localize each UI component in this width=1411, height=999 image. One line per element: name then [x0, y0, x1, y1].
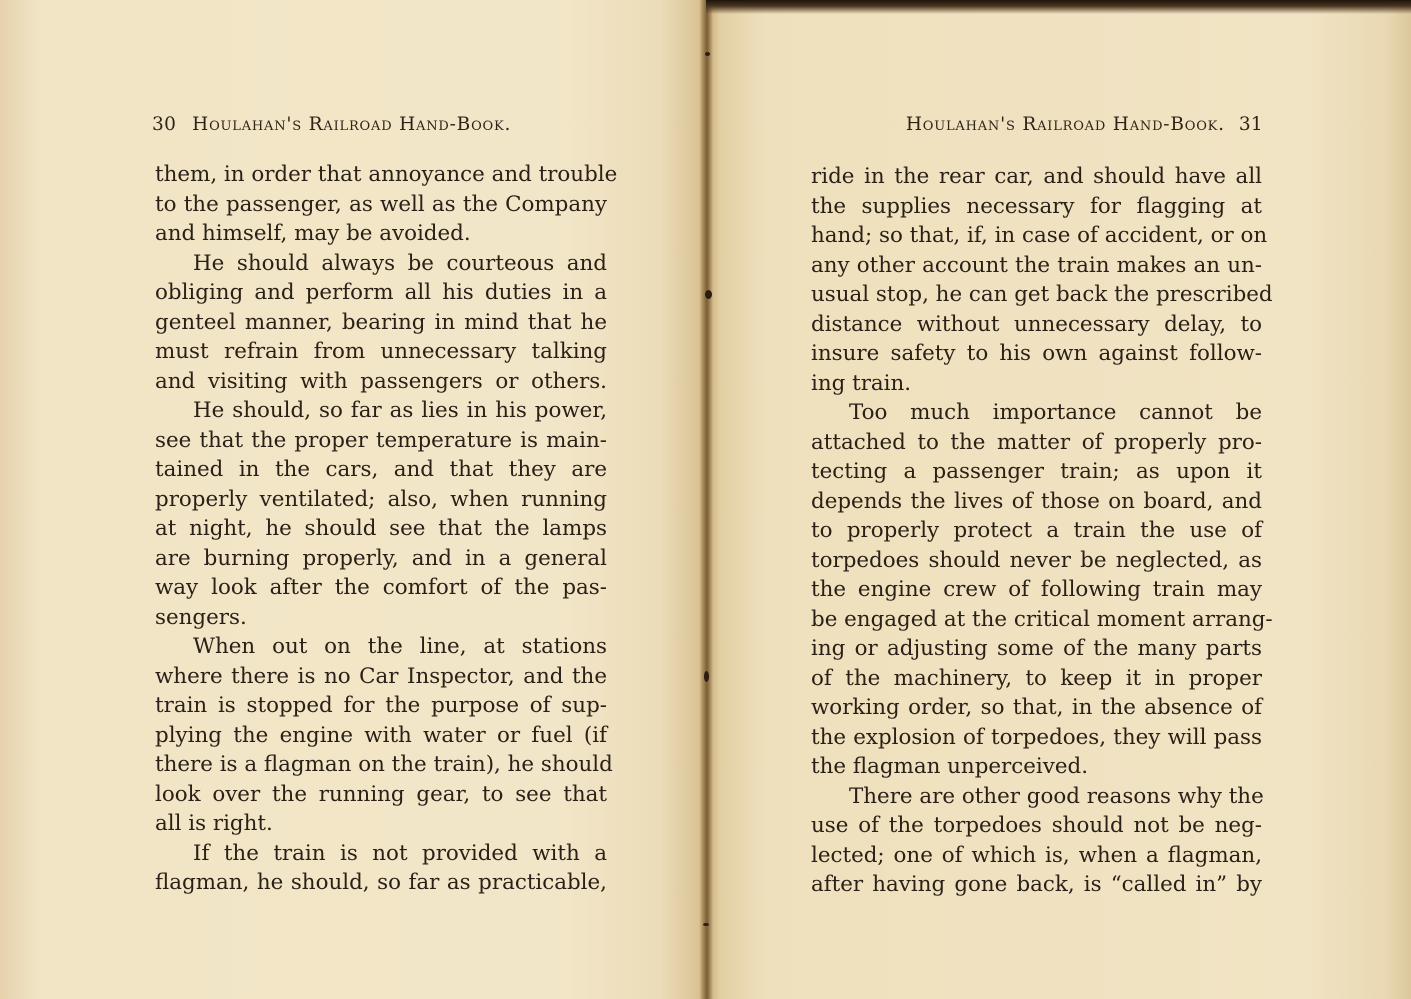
text-line: to the passenger, as well as the Company: [155, 191, 607, 217]
text-line: There are other good reasons why the: [849, 783, 1264, 809]
text-line: of the machinery, to keep it in proper: [811, 665, 1262, 691]
left-body-text: [155, 160, 618, 898]
page-top-shadow: [706, 0, 1411, 14]
left-running-title: Houlahan's Railroad Hand-Book.: [192, 114, 512, 135]
text-line: train is stopped for the purpose of sup-: [155, 693, 607, 718]
binding-thread-mark: [705, 290, 712, 299]
text-line: genteel manner, bearing in mind that he: [155, 309, 607, 335]
text-line: obliging and perform all his duties in a: [155, 280, 607, 305]
text-line: ing train.: [811, 370, 912, 396]
text-line: any other account the train makes an un-: [811, 252, 1262, 278]
right-running-head: [861, 114, 1263, 135]
text-line: hand; so that, if, in case of accident, or on: [811, 223, 1268, 248]
text-line: are burning properly, and in a general: [155, 545, 607, 571]
text-line: must refrain from unnecessary talking: [155, 339, 607, 364]
text-line: them, in order that annoyance and trouble: [155, 162, 618, 187]
text-line: He should, so far as lies in his power,: [193, 398, 607, 423]
text-line: depends the lives of those on board, and: [811, 488, 1262, 514]
text-line: distance without unnecessary delay, to: [811, 311, 1262, 337]
text-line: He should always be courteous and: [193, 250, 607, 276]
text-line: the explosion of torpedoes, they will pass: [811, 724, 1262, 750]
right-page-number: 31: [1238, 114, 1263, 135]
text-line: tained in the cars, and that they are: [155, 457, 607, 482]
left-page-number: 30: [152, 114, 177, 135]
text-line: ing or adjusting some of the many parts: [811, 636, 1262, 661]
text-line: use of the torpedoes should not be neg-: [811, 813, 1262, 838]
text-line: When out on the line, at stations: [193, 634, 607, 659]
text-line: properly ventilated; also, when running: [155, 486, 607, 512]
text-line: ride in the rear car, and should have all: [811, 164, 1262, 189]
text-line: plying the engine with water or fuel (if: [155, 722, 607, 748]
text-line: sengers.: [155, 604, 247, 630]
text-line: If the train is not provided with a: [193, 840, 607, 866]
text-line: at night, he should see that the lamps: [155, 516, 607, 541]
text-line: torpedoes should never be neglected, as: [811, 547, 1262, 573]
text-line: after having gone back, is “called in” by: [811, 872, 1262, 897]
text-line: be engaged at the critical moment arrang-: [811, 606, 1273, 632]
text-line: the engine crew of following train may: [811, 577, 1262, 602]
text-line: lected; one of which is, when a flagman,: [811, 842, 1262, 868]
text-line: flagman, he should, so far as practicable,: [155, 870, 607, 895]
text-line: and visiting with passengers or others.: [155, 368, 607, 394]
text-line: look over the running gear, to see that: [155, 781, 607, 807]
left-running-head: [152, 114, 607, 135]
text-line: working order, so that, in the absence of: [811, 695, 1262, 720]
text-line: the flagman unperceived.: [811, 754, 1089, 779]
text-line: see that the proper temperature is main-: [155, 427, 607, 453]
binding-thread-mark: [704, 671, 709, 682]
text-line: all is right.: [155, 811, 273, 836]
text-line: there is a flagman on the train), he should: [155, 752, 613, 777]
binding-thread-mark: [705, 52, 710, 56]
book-gutter: [699, 0, 713, 999]
text-line: insure safety to his own against follow-: [811, 341, 1262, 366]
text-line: attached to the matter of properly pro-: [811, 429, 1262, 455]
binding-thread-mark: [703, 923, 709, 926]
right-body-text: [811, 162, 1273, 900]
text-line: the supplies necessary for flagging at: [811, 193, 1262, 219]
text-line: where there is no Car Inspector, and the: [155, 663, 607, 689]
text-line: and himself, may be avoided.: [155, 221, 471, 246]
text-line: way look after the comfort of the pas-: [155, 575, 607, 600]
text-line: to properly protect a train the use of: [811, 518, 1262, 543]
text-line: tecting a passenger train; as upon it: [811, 459, 1262, 484]
text-line: Too much importance cannot be: [849, 400, 1262, 425]
right-running-title: Houlahan's Railroad Hand-Book.: [905, 114, 1225, 135]
text-line: usual stop, he can get back the prescribed: [811, 282, 1273, 307]
